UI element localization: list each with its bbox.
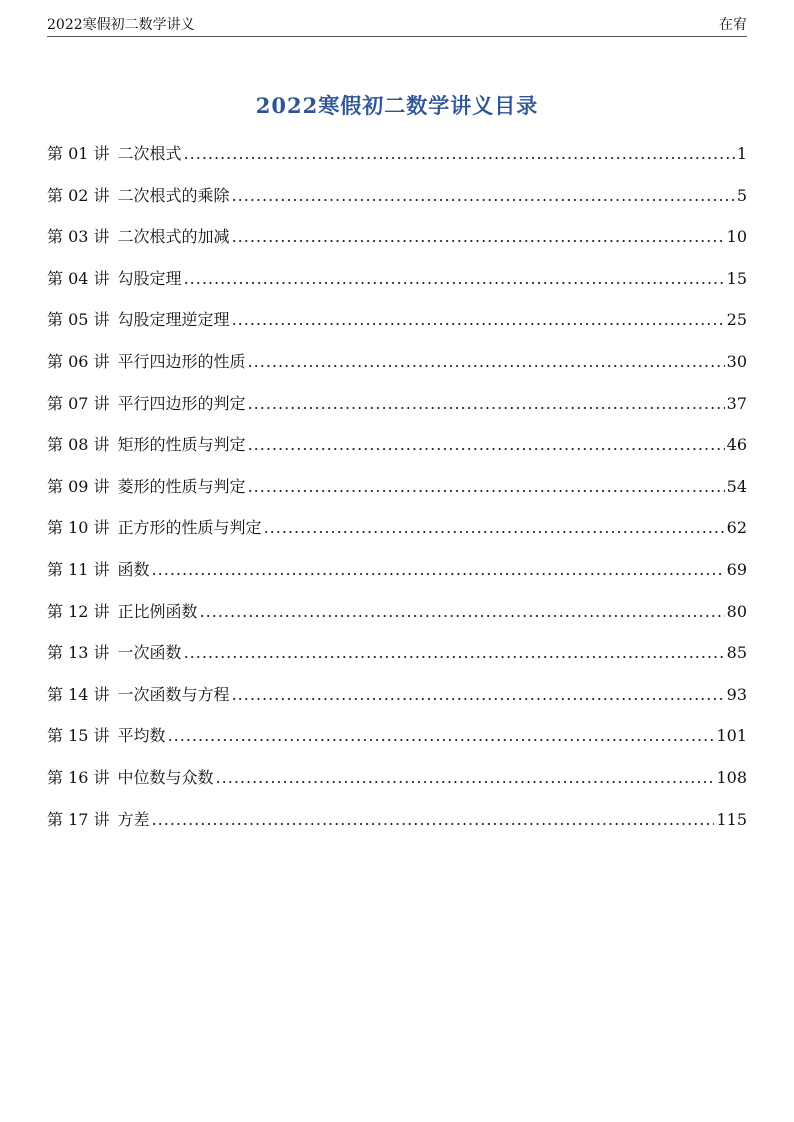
toc-lesson-number: 第 16 讲 xyxy=(47,767,110,787)
toc-lesson-number: 第 06 讲 xyxy=(47,351,110,371)
toc-lesson-title: 正比例函数 xyxy=(117,601,198,621)
toc-dot-leader xyxy=(184,632,725,674)
table-of-contents xyxy=(47,133,747,840)
toc-page-number: 10 xyxy=(726,227,747,247)
toc-entry[interactable] xyxy=(47,674,747,716)
toc-page-number: 115 xyxy=(716,809,747,829)
toc-page-number: 69 xyxy=(726,559,747,579)
toc-dot-leader xyxy=(232,175,735,217)
toc-lesson-number: 第 12 讲 xyxy=(47,601,110,621)
toc-entry[interactable] xyxy=(47,591,747,633)
toc-entry[interactable] xyxy=(47,424,747,466)
toc-dot-leader xyxy=(248,466,725,508)
toc-page-number: 62 xyxy=(726,518,747,538)
toc-lesson-title: 矩形的性质与判定 xyxy=(117,435,246,455)
toc-lesson-number: 第 15 讲 xyxy=(47,726,110,746)
toc-lesson-title: 函数 xyxy=(117,559,150,579)
toc-lesson-number: 第 03 讲 xyxy=(47,227,110,247)
toc-entry[interactable] xyxy=(47,549,747,591)
toc-page-number: 93 xyxy=(726,684,747,704)
toc-lesson-title: 勾股定理 xyxy=(117,268,182,288)
toc-page-number: 5 xyxy=(736,185,747,205)
toc-page-number: 1 xyxy=(736,144,747,163)
toc-lesson-title: 二次根式 xyxy=(117,144,182,163)
toc-entry[interactable] xyxy=(47,299,747,341)
toc-lesson-number: 第 13 讲 xyxy=(47,643,110,663)
toc-dot-leader xyxy=(232,216,725,258)
toc-page-number: 85 xyxy=(726,643,747,663)
toc-lesson-number: 第 04 讲 xyxy=(47,268,110,288)
toc-entry[interactable] xyxy=(47,715,747,757)
toc-dot-leader xyxy=(216,757,715,799)
toc-lesson-title: 二次根式的乘除 xyxy=(117,185,230,205)
toc-lesson-title: 二次根式的加减 xyxy=(117,227,230,247)
toc-entry[interactable] xyxy=(47,133,747,175)
toc-page-number: 80 xyxy=(726,601,747,621)
toc-lesson-number: 第 17 讲 xyxy=(47,809,110,829)
toc-dot-leader xyxy=(168,715,715,757)
toc-lesson-number: 第 09 讲 xyxy=(47,476,110,496)
toc-page-number: 101 xyxy=(716,726,747,746)
toc-page-number: 25 xyxy=(726,310,747,330)
toc-lesson-number: 第 01 讲 xyxy=(47,144,110,163)
toc-dot-leader xyxy=(232,299,725,341)
toc-lesson-number: 第 14 讲 xyxy=(47,684,110,704)
toc-page-number: 108 xyxy=(716,767,747,787)
page-header xyxy=(47,14,747,37)
toc-lesson-number: 第 10 讲 xyxy=(47,518,110,538)
toc-lesson-title: 菱形的性质与判定 xyxy=(117,476,246,496)
toc-entry[interactable] xyxy=(47,383,747,425)
toc-dot-leader xyxy=(264,507,725,549)
toc-lesson-title: 一次函数与方程 xyxy=(117,684,230,704)
toc-dot-leader xyxy=(200,591,725,633)
toc-entry[interactable] xyxy=(47,216,747,258)
toc-page-number: 30 xyxy=(726,351,747,371)
toc-dot-leader xyxy=(152,549,725,591)
toc-lesson-title: 中位数与众数 xyxy=(117,767,214,787)
toc-entry[interactable] xyxy=(47,507,747,549)
toc-entry[interactable] xyxy=(47,757,747,799)
toc-lesson-title: 方差 xyxy=(117,809,150,829)
toc-lesson-number: 第 02 讲 xyxy=(47,185,110,205)
toc-entry[interactable] xyxy=(47,799,747,841)
toc-lesson-number: 第 08 讲 xyxy=(47,435,110,455)
toc-lesson-number: 第 05 讲 xyxy=(47,310,110,330)
header-author: 在宥 xyxy=(719,17,747,33)
toc-entry[interactable] xyxy=(47,341,747,383)
toc-dot-leader xyxy=(184,133,735,175)
toc-dot-leader xyxy=(232,674,725,716)
header-document-title: 2022寒假初二数学讲义 xyxy=(47,17,195,33)
toc-lesson-title: 勾股定理逆定理 xyxy=(117,310,230,330)
toc-entry[interactable] xyxy=(47,258,747,300)
toc-page-number: 54 xyxy=(726,476,747,496)
toc-dot-leader xyxy=(248,424,725,466)
toc-page-number: 15 xyxy=(726,268,747,288)
toc-lesson-title: 一次函数 xyxy=(117,643,182,663)
toc-dot-leader xyxy=(248,341,725,383)
toc-entry[interactable] xyxy=(47,175,747,217)
toc-lesson-title: 正方形的性质与判定 xyxy=(117,518,262,538)
toc-dot-leader xyxy=(152,799,715,841)
toc-lesson-number: 第 11 讲 xyxy=(47,559,110,579)
toc-lesson-number: 第 07 讲 xyxy=(47,393,110,413)
toc-lesson-title: 平行四边形的判定 xyxy=(117,393,246,413)
toc-lesson-title: 平均数 xyxy=(117,726,166,746)
toc-entry[interactable] xyxy=(47,632,747,674)
toc-page-number: 37 xyxy=(726,393,747,413)
toc-lesson-title: 平行四边形的性质 xyxy=(117,351,246,371)
toc-page-number: 46 xyxy=(726,435,747,455)
toc-dot-leader xyxy=(248,383,725,425)
page-title: 2022寒假初二数学讲义目录 xyxy=(255,93,539,118)
toc-entry[interactable] xyxy=(47,466,747,508)
toc-dot-leader xyxy=(184,258,725,300)
